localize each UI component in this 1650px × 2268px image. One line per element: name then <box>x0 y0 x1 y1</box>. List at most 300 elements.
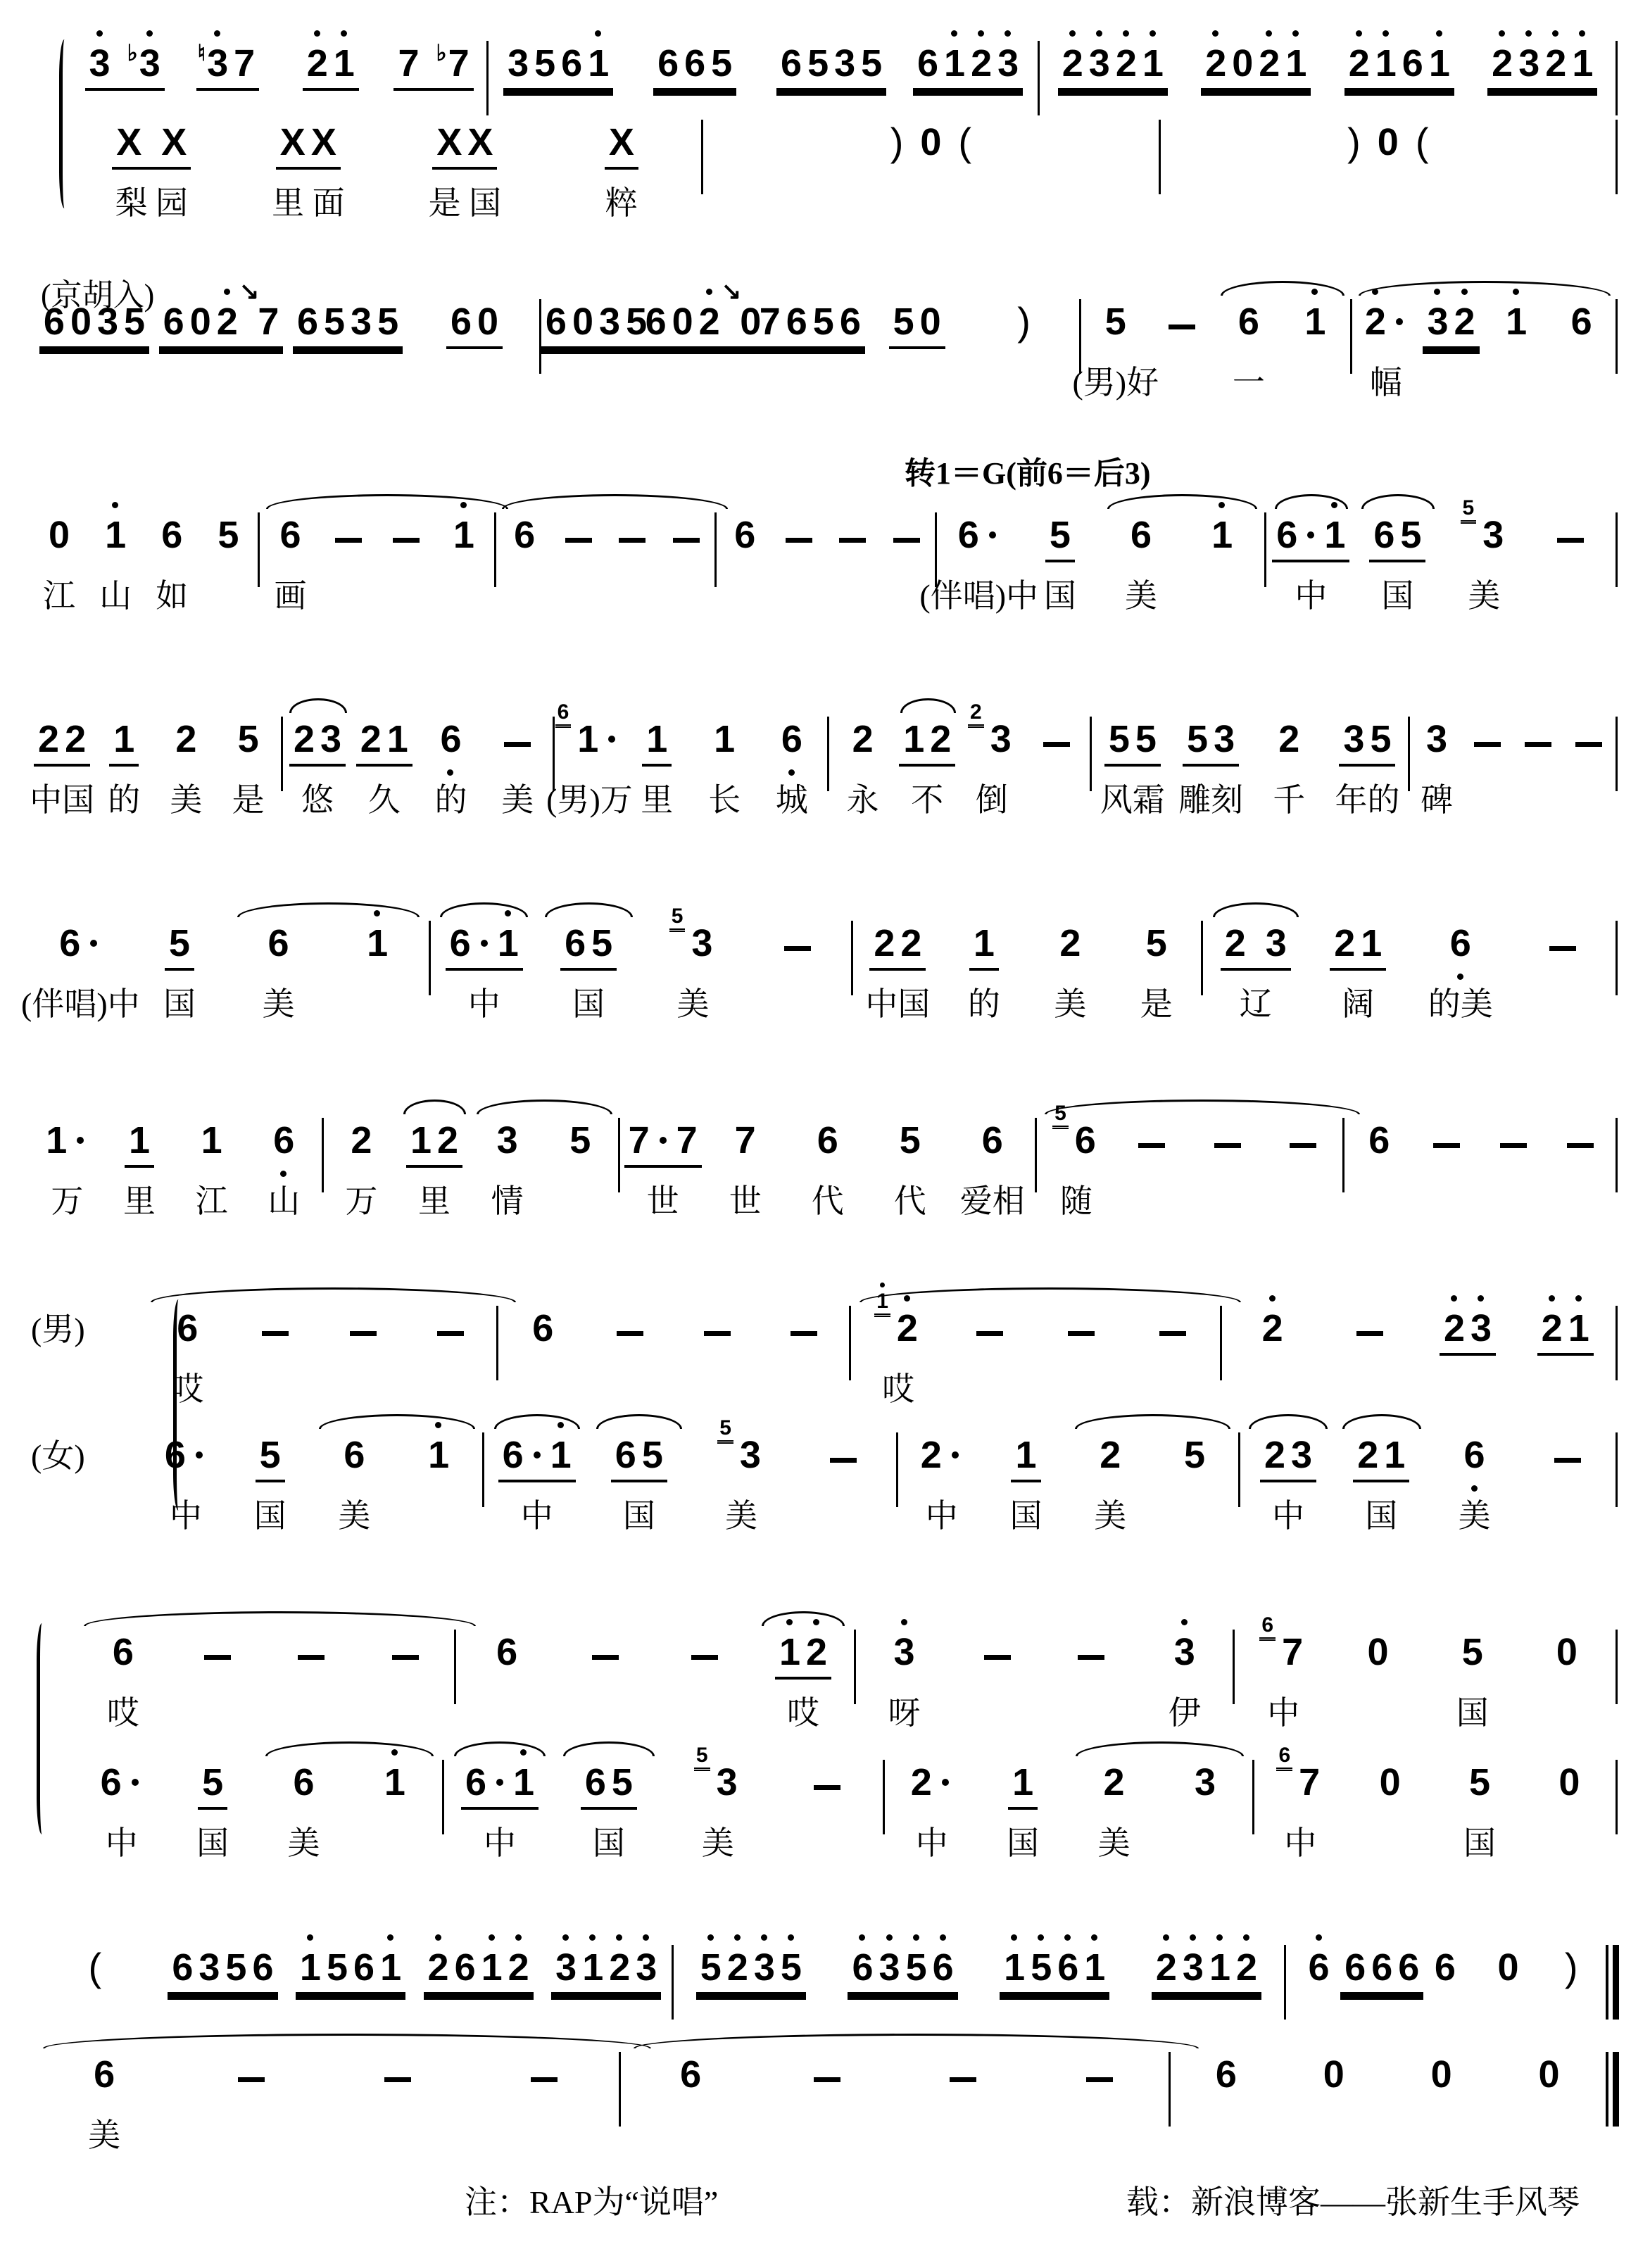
note-char: 1 <box>1015 1434 1037 1476</box>
barline <box>1616 717 1618 791</box>
note-token <box>234 717 263 771</box>
note-char: 5 <box>1108 718 1130 760</box>
note-char: 2 <box>1224 922 1246 964</box>
note-char: 2 <box>1278 718 1300 760</box>
note-group <box>289 717 346 767</box>
barline <box>1616 921 1618 995</box>
barline <box>1238 1432 1240 1507</box>
note-token <box>165 921 194 976</box>
note-token <box>1553 512 1588 567</box>
lyric-syllable: 倒 <box>975 782 1008 818</box>
note-char: 1 <box>1285 41 1306 86</box>
note-char: 2 <box>65 718 87 760</box>
note-cell <box>1131 1945 1283 2048</box>
note-char: 6 <box>252 1946 274 1989</box>
note-cell <box>144 1432 228 1535</box>
note-cell <box>536 921 641 1023</box>
measure <box>1346 1118 1614 1221</box>
barline <box>1616 512 1618 587</box>
note-char: 3 <box>1518 41 1539 86</box>
note-token <box>1211 2052 1241 2107</box>
octave-up-dot <box>1478 1295 1484 1302</box>
note-group <box>1458 1630 1487 1675</box>
note-char: 5 <box>812 301 834 343</box>
octave-up-dot <box>1316 1934 1322 1941</box>
note-cell <box>718 512 772 615</box>
note-cell <box>155 717 217 819</box>
note-token <box>541 299 651 354</box>
note-char: 1 <box>513 1760 534 1805</box>
note-token <box>1520 717 1556 771</box>
note-cell <box>31 2052 177 2155</box>
measure <box>1162 120 1614 222</box>
dash-note <box>814 2077 840 2082</box>
note-char: 2 <box>897 1306 918 1351</box>
slur-arc <box>151 1287 516 1302</box>
grace-note <box>1276 1744 1292 1771</box>
note-char: 5 <box>711 42 733 84</box>
note-char: 7 <box>1299 1761 1321 1803</box>
note-char: 6 <box>1309 1945 1330 1990</box>
dash-note <box>691 1655 718 1660</box>
note-char: 6 <box>839 301 861 343</box>
note-cell <box>951 1630 1045 1732</box>
note-cell <box>1068 1432 1152 1535</box>
measure <box>21 921 427 1023</box>
octave-up-dot <box>1383 30 1389 37</box>
note-group <box>1363 1630 1392 1675</box>
octave-up-dot <box>616 1934 622 1941</box>
note-cell <box>1236 1613 1330 1732</box>
note-group <box>736 1432 765 1478</box>
lyric-syllable: 画 <box>274 578 307 614</box>
note-group <box>1055 921 1085 966</box>
octave-up-dot <box>1461 289 1468 295</box>
note-cell <box>900 1432 984 1535</box>
note-char: 5 <box>1031 1945 1052 1990</box>
system-brace <box>37 1623 47 1834</box>
octave-up-dot <box>761 1934 767 1941</box>
note-cell <box>827 1945 979 2048</box>
note-char: 3 <box>754 1945 775 1990</box>
note-char: 1 <box>367 921 388 966</box>
note-token <box>1423 299 1479 354</box>
slur-arc <box>1213 902 1299 917</box>
measure <box>144 1432 481 1535</box>
note-token <box>889 512 924 567</box>
note-token <box>1422 717 1451 771</box>
note-char: 6 <box>1238 301 1259 343</box>
barline <box>281 717 283 791</box>
note-char: 1 <box>201 1119 222 1161</box>
measure <box>73 120 700 222</box>
note-group <box>503 41 613 91</box>
lyric-syllable: 中 <box>520 1498 553 1534</box>
barline <box>482 1432 484 1507</box>
octave-up-dot <box>734 1934 741 1941</box>
note-char: 2 <box>1156 1945 1177 1990</box>
note-token <box>945 2052 981 2107</box>
note-char: 6 <box>502 1434 524 1476</box>
note-char: 3 <box>1214 718 1235 760</box>
note-char: 6 <box>917 42 939 84</box>
note-token <box>1207 512 1237 567</box>
note-token <box>588 1630 623 1684</box>
note-char: 6 <box>545 301 567 343</box>
note-char: 2 <box>360 718 382 760</box>
slur-arc <box>502 494 728 509</box>
note-token <box>1152 1945 1261 2000</box>
note-cell <box>1512 921 1615 1023</box>
dash-note <box>1575 742 1602 747</box>
note-cell <box>793 1432 895 1535</box>
note-group <box>1340 1945 1423 1995</box>
note-token <box>1008 1760 1038 1815</box>
measure <box>500 1306 848 1409</box>
note-char: 7 <box>1282 1631 1304 1673</box>
note-group <box>696 1945 806 1995</box>
score-row <box>30 700 1619 819</box>
note-char: 0 <box>740 301 762 343</box>
note-cell <box>93 717 155 819</box>
note-cell <box>31 717 93 819</box>
lyric-syllable: 的美 <box>1428 986 1493 1022</box>
note-char: 2 <box>1116 41 1137 86</box>
lyric-syllable: 哎 <box>106 1695 139 1731</box>
dash-note <box>262 1331 289 1336</box>
note-cell <box>73 120 230 222</box>
dash-note <box>1214 1143 1241 1148</box>
note-cell <box>772 1760 881 1863</box>
note-token <box>1183 717 1239 771</box>
note-token <box>1210 1118 1245 1173</box>
note-char: 1 <box>46 1119 68 1161</box>
note-token <box>1064 1306 1099 1361</box>
measures-strip <box>31 1945 1619 2048</box>
dash-note <box>531 2077 558 2082</box>
note-group <box>813 1118 843 1163</box>
lyric-syllable: 美 <box>1094 1498 1127 1534</box>
lyric-syllable: 山 <box>99 578 132 614</box>
note-cell <box>1330 1630 1425 1732</box>
note-token <box>528 1306 558 1361</box>
note-token <box>1082 2052 1117 2107</box>
note-char: 1 <box>577 718 599 760</box>
note-cell <box>1093 717 1171 819</box>
slur-arc <box>440 902 528 917</box>
note-char: 6 <box>957 514 979 556</box>
barline <box>1616 41 1618 115</box>
note-group <box>676 2052 705 2097</box>
note-char: 1 <box>481 1945 503 1990</box>
note-char: 2 <box>508 1945 529 1990</box>
note-group <box>339 1432 369 1478</box>
note-cell <box>1513 717 1563 819</box>
note-group <box>1353 1432 1409 1482</box>
note-char: 5 <box>534 42 556 84</box>
note-group <box>1460 1432 1490 1478</box>
note-char: 6 <box>1261 1613 1274 1637</box>
note-group <box>296 1945 405 1995</box>
note-token <box>493 1118 522 1173</box>
grace-note <box>694 1744 710 1771</box>
note-char: 5 <box>899 1119 921 1161</box>
note-group <box>168 1945 277 1995</box>
note-token <box>1571 717 1606 771</box>
note-group <box>581 1760 637 1810</box>
note-cell <box>325 1118 398 1221</box>
lyric-syllable: 国 <box>1463 1825 1497 1861</box>
barline <box>1616 299 1618 374</box>
note-char: 6 <box>565 922 586 964</box>
note-char: 0 <box>920 121 942 163</box>
note-group <box>461 1760 539 1810</box>
slur-arc <box>545 902 633 917</box>
note-group <box>1422 717 1451 762</box>
note-char: 3 <box>834 42 856 84</box>
note-token <box>527 2052 562 2107</box>
note-char: 2 <box>38 718 60 760</box>
note-char: 2 <box>437 1119 459 1161</box>
note-cell <box>1321 1306 1419 1409</box>
note-cell <box>586 1306 674 1409</box>
lyric-syllable: 中国 <box>865 986 931 1022</box>
note-char: 5 <box>626 301 648 343</box>
note-token <box>234 2052 269 2107</box>
note-token <box>1330 921 1386 976</box>
note-char: 5 <box>202 1761 224 1803</box>
note-group <box>159 278 284 349</box>
note-cell <box>857 1630 951 1732</box>
note-cell <box>556 1630 655 1732</box>
octave-up-dot <box>1575 1295 1582 1302</box>
octave-up-dot <box>489 1934 495 1941</box>
note-token <box>694 1744 742 1815</box>
slur-arc <box>266 494 508 509</box>
barline <box>827 717 829 791</box>
octave-up-dot <box>643 1934 649 1941</box>
note-char: 6 <box>353 1946 375 1989</box>
note-char: 1 <box>384 1760 405 1805</box>
lyric-syllable: 雕刻 <box>1178 782 1244 818</box>
note-cell <box>1114 921 1199 1023</box>
note-char: 6 <box>561 42 583 84</box>
note-cell <box>1162 120 1614 222</box>
note-char: 6 <box>1402 42 1423 84</box>
note-group <box>969 921 999 971</box>
note-char: 1 <box>903 718 925 760</box>
note-cell <box>1250 717 1328 819</box>
barline <box>1284 1945 1286 2020</box>
note-char: 6 <box>532 1307 554 1349</box>
octave-up-dot <box>1069 30 1076 37</box>
note-char: 2 <box>1454 299 1475 344</box>
note-cell <box>1069 1760 1159 1863</box>
measure <box>1204 921 1614 1023</box>
note-group <box>1278 1630 1307 1675</box>
parenthesis: ( <box>1415 120 1429 164</box>
note-group <box>1344 41 1454 91</box>
dash-note <box>565 538 592 543</box>
note-token <box>813 1118 843 1173</box>
note-token <box>810 1760 845 1815</box>
dash-note <box>786 538 812 543</box>
note-char: 6 <box>1373 514 1395 556</box>
note-group <box>642 717 672 767</box>
note-group <box>848 1945 957 1995</box>
lyric-syllable: 国 <box>1043 578 1076 614</box>
parenthesis: ) <box>1564 1945 1578 1989</box>
note-char: 6 <box>43 301 65 343</box>
barline <box>494 512 496 587</box>
note-token <box>1446 921 1475 976</box>
note-cell <box>1413 1945 1477 2048</box>
dash-note <box>1159 1331 1186 1336</box>
note-group <box>889 299 945 349</box>
note-token <box>1552 1630 1582 1684</box>
source-credit: 载：新浪博客——张新生手风琴 <box>1126 2184 1580 2220</box>
note-token <box>551 1945 661 2000</box>
note-char: 5 <box>218 514 239 556</box>
measure <box>1236 1613 1614 1732</box>
note-char: 1 <box>714 718 736 760</box>
note-cell <box>313 1432 397 1535</box>
note-char: 7 <box>234 42 256 84</box>
note-char: 7 <box>258 301 279 343</box>
lyric-syllable: 中 <box>484 1825 517 1861</box>
note-char: 3 <box>89 41 111 86</box>
note-group <box>44 512 74 557</box>
note-token <box>276 120 341 175</box>
octave-up-dot <box>1064 1934 1071 1941</box>
grace-note <box>669 905 686 932</box>
note-char: 5 <box>237 718 259 760</box>
note-char: 3 <box>990 718 1012 760</box>
note-group <box>1364 1118 1394 1163</box>
note-token <box>363 921 392 976</box>
octave-up-dot <box>904 1295 910 1302</box>
note-char: 6 <box>279 514 301 556</box>
note-char: 5 <box>781 1945 802 1990</box>
note-char: 3 <box>139 41 160 86</box>
note-group <box>528 1306 558 1351</box>
slur-arc <box>1045 1100 1360 1114</box>
note-cell <box>1387 2052 1495 2155</box>
note-token <box>1427 2052 1456 2107</box>
note-char: 6 <box>514 514 536 556</box>
measures-strip <box>144 1416 1619 1535</box>
augmentation-dot <box>496 1779 503 1786</box>
note-token <box>1142 921 1171 976</box>
note-cell <box>1495 2052 1603 2155</box>
octave-up-dot <box>707 1934 714 1941</box>
dash-note <box>814 1785 840 1790</box>
note-cell <box>1335 1432 1428 1535</box>
note-token <box>826 1432 861 1487</box>
note-group <box>907 1760 957 1805</box>
note-char: 6 <box>100 1761 122 1803</box>
octave-up-dot <box>595 30 601 37</box>
note-group <box>573 717 624 762</box>
note-token <box>44 512 74 567</box>
barline <box>258 512 260 587</box>
lyric-syllable: 美 <box>88 2117 121 2153</box>
octave-up-dot <box>1549 1295 1555 1302</box>
note-cell <box>1516 1306 1614 1409</box>
note-token <box>700 1306 735 1361</box>
note-cell <box>1413 1118 1480 1221</box>
note-char: 5 <box>861 42 883 84</box>
octave-up-dot <box>391 1749 398 1756</box>
note-cell <box>760 1306 848 1409</box>
note-cell <box>103 1118 176 1221</box>
note-cell <box>551 512 605 615</box>
lyric-syllable: 里 <box>418 1183 451 1219</box>
slur-arc <box>859 1287 1241 1302</box>
barline <box>1201 921 1203 995</box>
note-token <box>446 299 503 354</box>
octave-up-dot <box>314 30 320 37</box>
dash-note <box>350 1331 377 1336</box>
note-cell <box>31 1118 103 1221</box>
note-token <box>1126 512 1156 567</box>
lyric-syllable: 中 <box>925 1498 958 1534</box>
note-cell <box>415 1945 543 2048</box>
note-cell <box>458 1630 556 1732</box>
note-char: 6 <box>584 1761 606 1803</box>
note-char: 1 <box>1211 512 1233 557</box>
note-char: 6 <box>451 301 472 343</box>
measure <box>886 1760 1251 1863</box>
note-char: 1 <box>113 718 135 760</box>
note-group <box>551 1945 661 1995</box>
note-group <box>893 1306 922 1351</box>
note-token <box>710 717 739 771</box>
note-token <box>1000 1945 1109 2000</box>
note-cell <box>786 1118 869 1221</box>
note-token <box>1190 1760 1220 1815</box>
note-char: 5 <box>641 1434 663 1476</box>
note-char: 5 <box>569 1119 591 1161</box>
measure <box>1242 1432 1614 1535</box>
note-char: X <box>310 121 336 163</box>
measure <box>1354 299 1614 402</box>
note-char: 5 <box>168 922 190 964</box>
note-cell <box>31 1945 159 2048</box>
note-group <box>889 120 973 165</box>
measure <box>31 717 279 819</box>
slur-arc <box>319 1414 475 1429</box>
lyric-syllable: 中 <box>169 1498 202 1534</box>
barline <box>454 1630 456 1704</box>
note-char: 6 <box>684 42 706 84</box>
lyric-syllable: 中 <box>915 1825 948 1861</box>
note-token <box>339 1432 369 1487</box>
note-group <box>1423 299 1479 349</box>
note-group <box>1101 299 1131 344</box>
note-char: 2 <box>1444 1306 1465 1351</box>
note-char: 2 <box>852 718 874 760</box>
note-char: 3 <box>739 1434 761 1476</box>
lyric-syllable: 美 <box>1125 578 1158 614</box>
note-char: 1 <box>876 1290 888 1313</box>
note-char: 1 <box>1209 1945 1230 1990</box>
note-cell <box>358 1630 453 1732</box>
note-token <box>1258 1306 1287 1361</box>
lyric-syllable: 爱相 <box>959 1183 1025 1219</box>
measure <box>1223 1306 1614 1409</box>
lyric-syllable: 国 <box>592 1825 625 1861</box>
